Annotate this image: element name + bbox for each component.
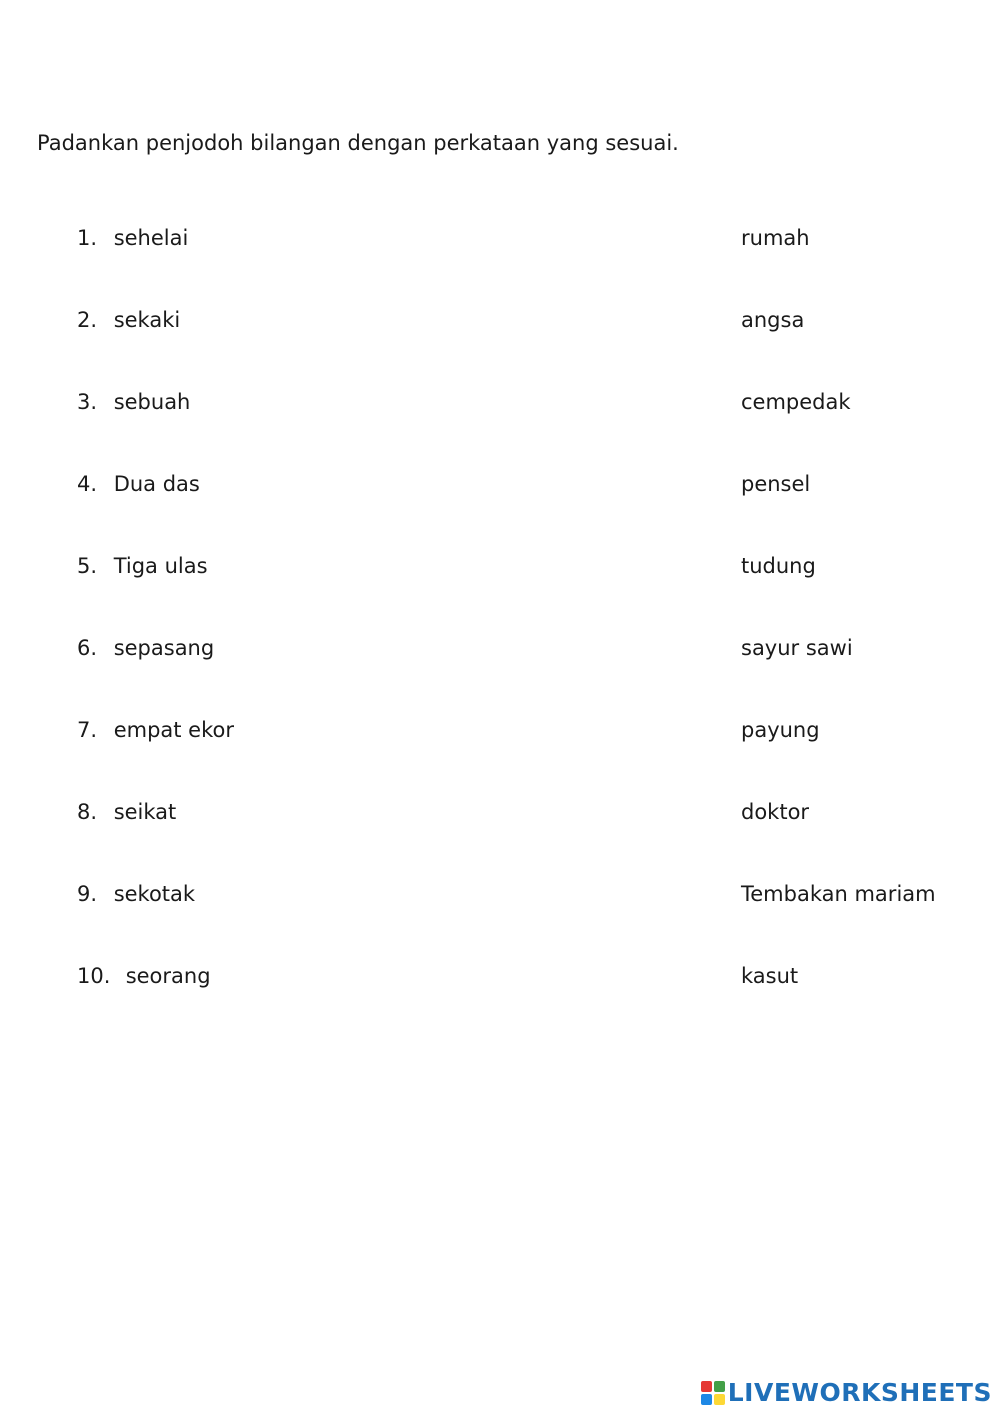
- left-item-label: seikat: [113, 800, 177, 824]
- left-item-label: seorang: [125, 964, 211, 988]
- left-item-label: sebuah: [113, 390, 191, 414]
- item-number: 8.: [77, 800, 98, 824]
- item-number: 6.: [77, 636, 98, 660]
- item-number: 4.: [77, 472, 98, 496]
- right-item-2[interactable]: angsa: [741, 308, 805, 332]
- right-item-4[interactable]: pensel: [741, 472, 811, 496]
- left-item-label: Tiga ulas: [113, 554, 208, 578]
- item-number: 7.: [77, 718, 98, 742]
- right-item-8[interactable]: doktor: [741, 800, 810, 824]
- logo-grid-icon: [701, 1381, 725, 1405]
- item-number: 3.: [77, 390, 98, 414]
- logo-square-icon: [701, 1381, 712, 1392]
- left-item-label: Dua das: [113, 472, 200, 496]
- match-row-5: [0, 551, 1000, 633]
- left-item-2[interactable]: [77, 305, 180, 335]
- left-item-label: sekaki: [113, 308, 181, 332]
- match-row-2: [0, 305, 1000, 387]
- logo-square-icon: [714, 1394, 725, 1405]
- item-number: 2.: [77, 308, 98, 332]
- item-number: 9.: [77, 882, 98, 906]
- left-item-label: empat ekor: [113, 718, 234, 742]
- left-item-label: sekotak: [113, 882, 196, 906]
- logo-text: LIVEWORKSHEETS: [727, 1378, 992, 1407]
- right-item-3[interactable]: cempedak: [741, 390, 851, 414]
- item-number: 10.: [77, 964, 111, 988]
- right-item-9[interactable]: Tembakan mariam: [741, 882, 936, 906]
- left-item-5[interactable]: [77, 551, 208, 581]
- left-item-10[interactable]: [77, 961, 211, 991]
- liveworksheets-logo: [701, 1379, 992, 1407]
- match-row-7: [0, 715, 1000, 797]
- left-item-label: sepasang: [113, 636, 215, 660]
- left-item-1[interactable]: [77, 223, 188, 253]
- left-item-3[interactable]: [77, 387, 190, 417]
- match-row-8: [0, 797, 1000, 879]
- right-item-7[interactable]: payung: [741, 718, 820, 742]
- matching-list: [0, 223, 1000, 1043]
- left-item-7[interactable]: [77, 715, 234, 745]
- match-row-1: [0, 223, 1000, 305]
- logo-square-icon: [714, 1381, 725, 1392]
- right-item-1[interactable]: rumah: [741, 226, 810, 250]
- left-item-4[interactable]: [77, 469, 200, 499]
- right-item-10[interactable]: kasut: [741, 964, 799, 988]
- logo-square-icon: [701, 1394, 712, 1405]
- match-row-4: [0, 469, 1000, 551]
- right-item-6[interactable]: sayur sawi: [741, 636, 853, 660]
- left-item-6[interactable]: [77, 633, 214, 663]
- match-row-3: [0, 387, 1000, 469]
- item-number: 1.: [77, 226, 98, 250]
- match-row-6: [0, 633, 1000, 715]
- match-row-10: [0, 961, 1000, 1043]
- left-item-9[interactable]: [77, 879, 195, 909]
- right-item-5[interactable]: tudung: [741, 554, 816, 578]
- match-row-9: [0, 879, 1000, 961]
- item-number: 5.: [77, 554, 98, 578]
- instruction-text: Padankan penjodoh bilangan dengan perkataan yang sesuai.: [37, 131, 679, 155]
- left-item-8[interactable]: [77, 797, 176, 827]
- left-item-label: sehelai: [113, 226, 189, 250]
